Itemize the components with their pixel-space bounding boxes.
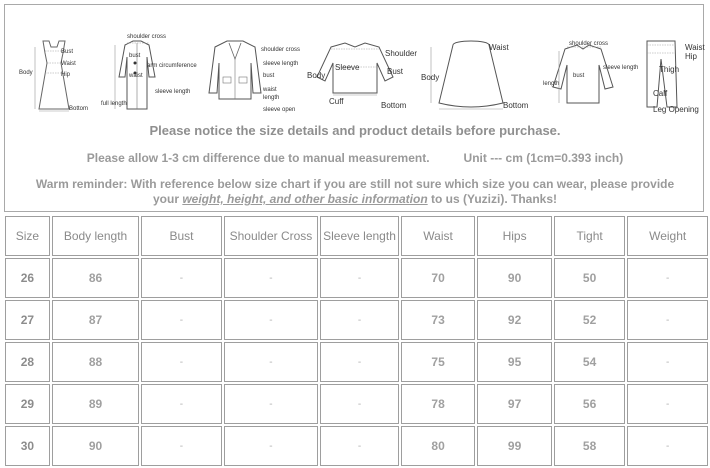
cell-body-length: 88: [52, 342, 139, 382]
skirt-diagram: [417, 37, 537, 117]
dress-label-bust: Bust: [61, 49, 74, 55]
cell-shoulder-cross: -: [224, 300, 319, 340]
dress-label-waist: Waist: [61, 61, 76, 67]
cell-waist: 75: [401, 342, 476, 382]
size-guide-panel: [4, 4, 704, 212]
measurement-allowance-text: Please allow 1-3 cm difference due to manual measurement.: [86, 151, 430, 165]
cell-shoulder-cross: -: [224, 342, 319, 382]
cell-sleeve-length: -: [320, 300, 399, 340]
pants-label-waist: Waist: [685, 43, 705, 52]
cell-tight: 54: [554, 342, 626, 382]
cell-size: 30: [5, 426, 50, 466]
coat-label-bust: bust: [129, 53, 141, 59]
cell-bust: -: [141, 384, 221, 424]
cell-weight: -: [627, 300, 708, 340]
header-weight: Weight: [627, 216, 708, 256]
coat-diagram: [99, 34, 197, 117]
header-waist: Waist: [401, 216, 476, 256]
table-row: [5, 426, 708, 466]
reminder-line-1: Warm reminder: With reference below size chart if you are still not sure which size you can wear, please provide: [35, 177, 675, 191]
skirt-label-body: Body: [421, 73, 440, 82]
cell-size: 28: [5, 342, 50, 382]
dress-label-body: Body: [19, 70, 33, 76]
basic-info-link[interactable]: weight, height, and other basic information: [182, 192, 428, 206]
cell-tight: 56: [554, 384, 626, 424]
jacket-label-sleeve-length: sleeve length: [263, 61, 299, 67]
jacket-label-length: length: [263, 95, 280, 101]
cell-tight: 50: [554, 258, 626, 298]
cell-weight: -: [627, 384, 708, 424]
coat-label-waist: waist: [129, 73, 143, 79]
jacket-label-bust: bust: [263, 73, 275, 79]
table-row: [5, 384, 708, 424]
header-tight: Tight: [554, 216, 626, 256]
notice-purchase: Please notice the size details and product details before purchase.: [149, 123, 561, 138]
cell-size: 27: [5, 300, 50, 340]
cell-shoulder-cross: -: [224, 384, 319, 424]
notice-reminder: [5, 177, 705, 207]
cell-weight: -: [627, 342, 708, 382]
skirt-label-bottom: Bottom: [503, 101, 529, 110]
hoodie-label-shoulder-cross: shoulder cross: [569, 41, 609, 47]
notice-measurement: [5, 151, 705, 165]
cell-sleeve-length: -: [320, 258, 399, 298]
cell-waist: 70: [401, 258, 476, 298]
cell-tight: 52: [554, 300, 626, 340]
cell-sleeve-length: -: [320, 342, 399, 382]
skirt-label-waist: Waist: [489, 43, 509, 52]
cell-size: 29: [5, 384, 50, 424]
pants-diagram: [641, 37, 705, 117]
cell-tight: 58: [554, 426, 626, 466]
cell-sleeve-length: -: [320, 384, 399, 424]
jacket-label-sleeve-open: sleeve open: [263, 107, 296, 113]
sweater-label-shoulder: Shoulder: [385, 49, 418, 58]
cell-hips: 90: [477, 258, 551, 298]
cell-hips: 97: [477, 384, 551, 424]
cell-hips: 99: [477, 426, 551, 466]
jacket-diagram: [197, 37, 301, 117]
cell-body-length: 90: [52, 426, 139, 466]
cell-bust: -: [141, 300, 221, 340]
sweater-label-cuff: Cuff: [329, 97, 344, 106]
hoodie-label-length: length: [543, 81, 560, 87]
sweater-label-bust: Bust: [387, 67, 404, 76]
coat-label-arm-circumference: arm circumference: [147, 63, 197, 69]
pants-label-thigh: Thigh: [659, 65, 680, 74]
header-shoulder-cross: Shoulder Cross: [224, 216, 319, 256]
hoodie-diagram: [543, 37, 639, 117]
cell-body-length: 89: [52, 384, 139, 424]
sweater-label-bottom: Bottom: [381, 101, 407, 110]
hoodie-label-sleeve-length: sleeve length: [603, 65, 639, 71]
header-row: [5, 216, 708, 256]
jacket-label-shoulder-cross: shoulder cross: [261, 47, 301, 53]
dress-label-bottom: Bottom: [69, 106, 89, 112]
reminder-suffix: to us (Yuzizi). Thanks!: [427, 192, 558, 206]
dress-diagram: [17, 37, 95, 117]
coat-label-full-length: full length: [101, 101, 127, 107]
header-sleeve-length: Sleeve length: [320, 216, 399, 256]
cell-waist: 78: [401, 384, 476, 424]
pants-label-calf: Calf: [653, 89, 668, 98]
table-row: [5, 258, 708, 298]
sweater-label-sleeve: Sleeve: [335, 63, 360, 72]
coat-label-shoulder-cross: shoulder cross: [127, 34, 167, 40]
dress-icon: [17, 37, 95, 117]
hoodie-icon: [543, 37, 639, 117]
table-row: [5, 342, 708, 382]
reminder-prefix: your: [152, 192, 183, 206]
cell-hips: 95: [477, 342, 551, 382]
cell-hips: 92: [477, 300, 551, 340]
size-chart-table: [3, 214, 710, 468]
table-row: [5, 300, 708, 340]
cell-shoulder-cross: -: [224, 426, 319, 466]
header-bust: Bust: [141, 216, 221, 256]
cell-body-length: 87: [52, 300, 139, 340]
dress-label-hip: Hip: [61, 72, 71, 78]
cell-waist: 80: [401, 426, 476, 466]
cell-bust: -: [141, 342, 221, 382]
cell-bust: -: [141, 258, 221, 298]
sweater-diagram: [301, 37, 418, 117]
cell-sleeve-length: -: [320, 426, 399, 466]
header-hips: Hips: [477, 216, 551, 256]
pants-label-hip: Hip: [685, 52, 698, 61]
measurement-diagrams: [13, 34, 705, 117]
jacket-label-waist: waist: [263, 87, 277, 93]
pants-label-leg-opening: Leg Opening: [653, 105, 699, 114]
cell-waist: 73: [401, 300, 476, 340]
header-size: Size: [5, 216, 50, 256]
cell-weight: -: [627, 426, 708, 466]
cell-bust: -: [141, 426, 221, 466]
cell-weight: -: [627, 258, 708, 298]
hoodie-label-bust: bust: [573, 73, 585, 79]
cell-body-length: 86: [52, 258, 139, 298]
cell-shoulder-cross: -: [224, 258, 319, 298]
coat-label-sleeve-length: sleeve length: [155, 89, 191, 95]
header-body-length: Body length: [52, 216, 139, 256]
unit-text: Unit --- cm (1cm=0.393 inch): [463, 151, 624, 165]
cell-size: 26: [5, 258, 50, 298]
sweater-label-body: Body: [307, 71, 326, 80]
